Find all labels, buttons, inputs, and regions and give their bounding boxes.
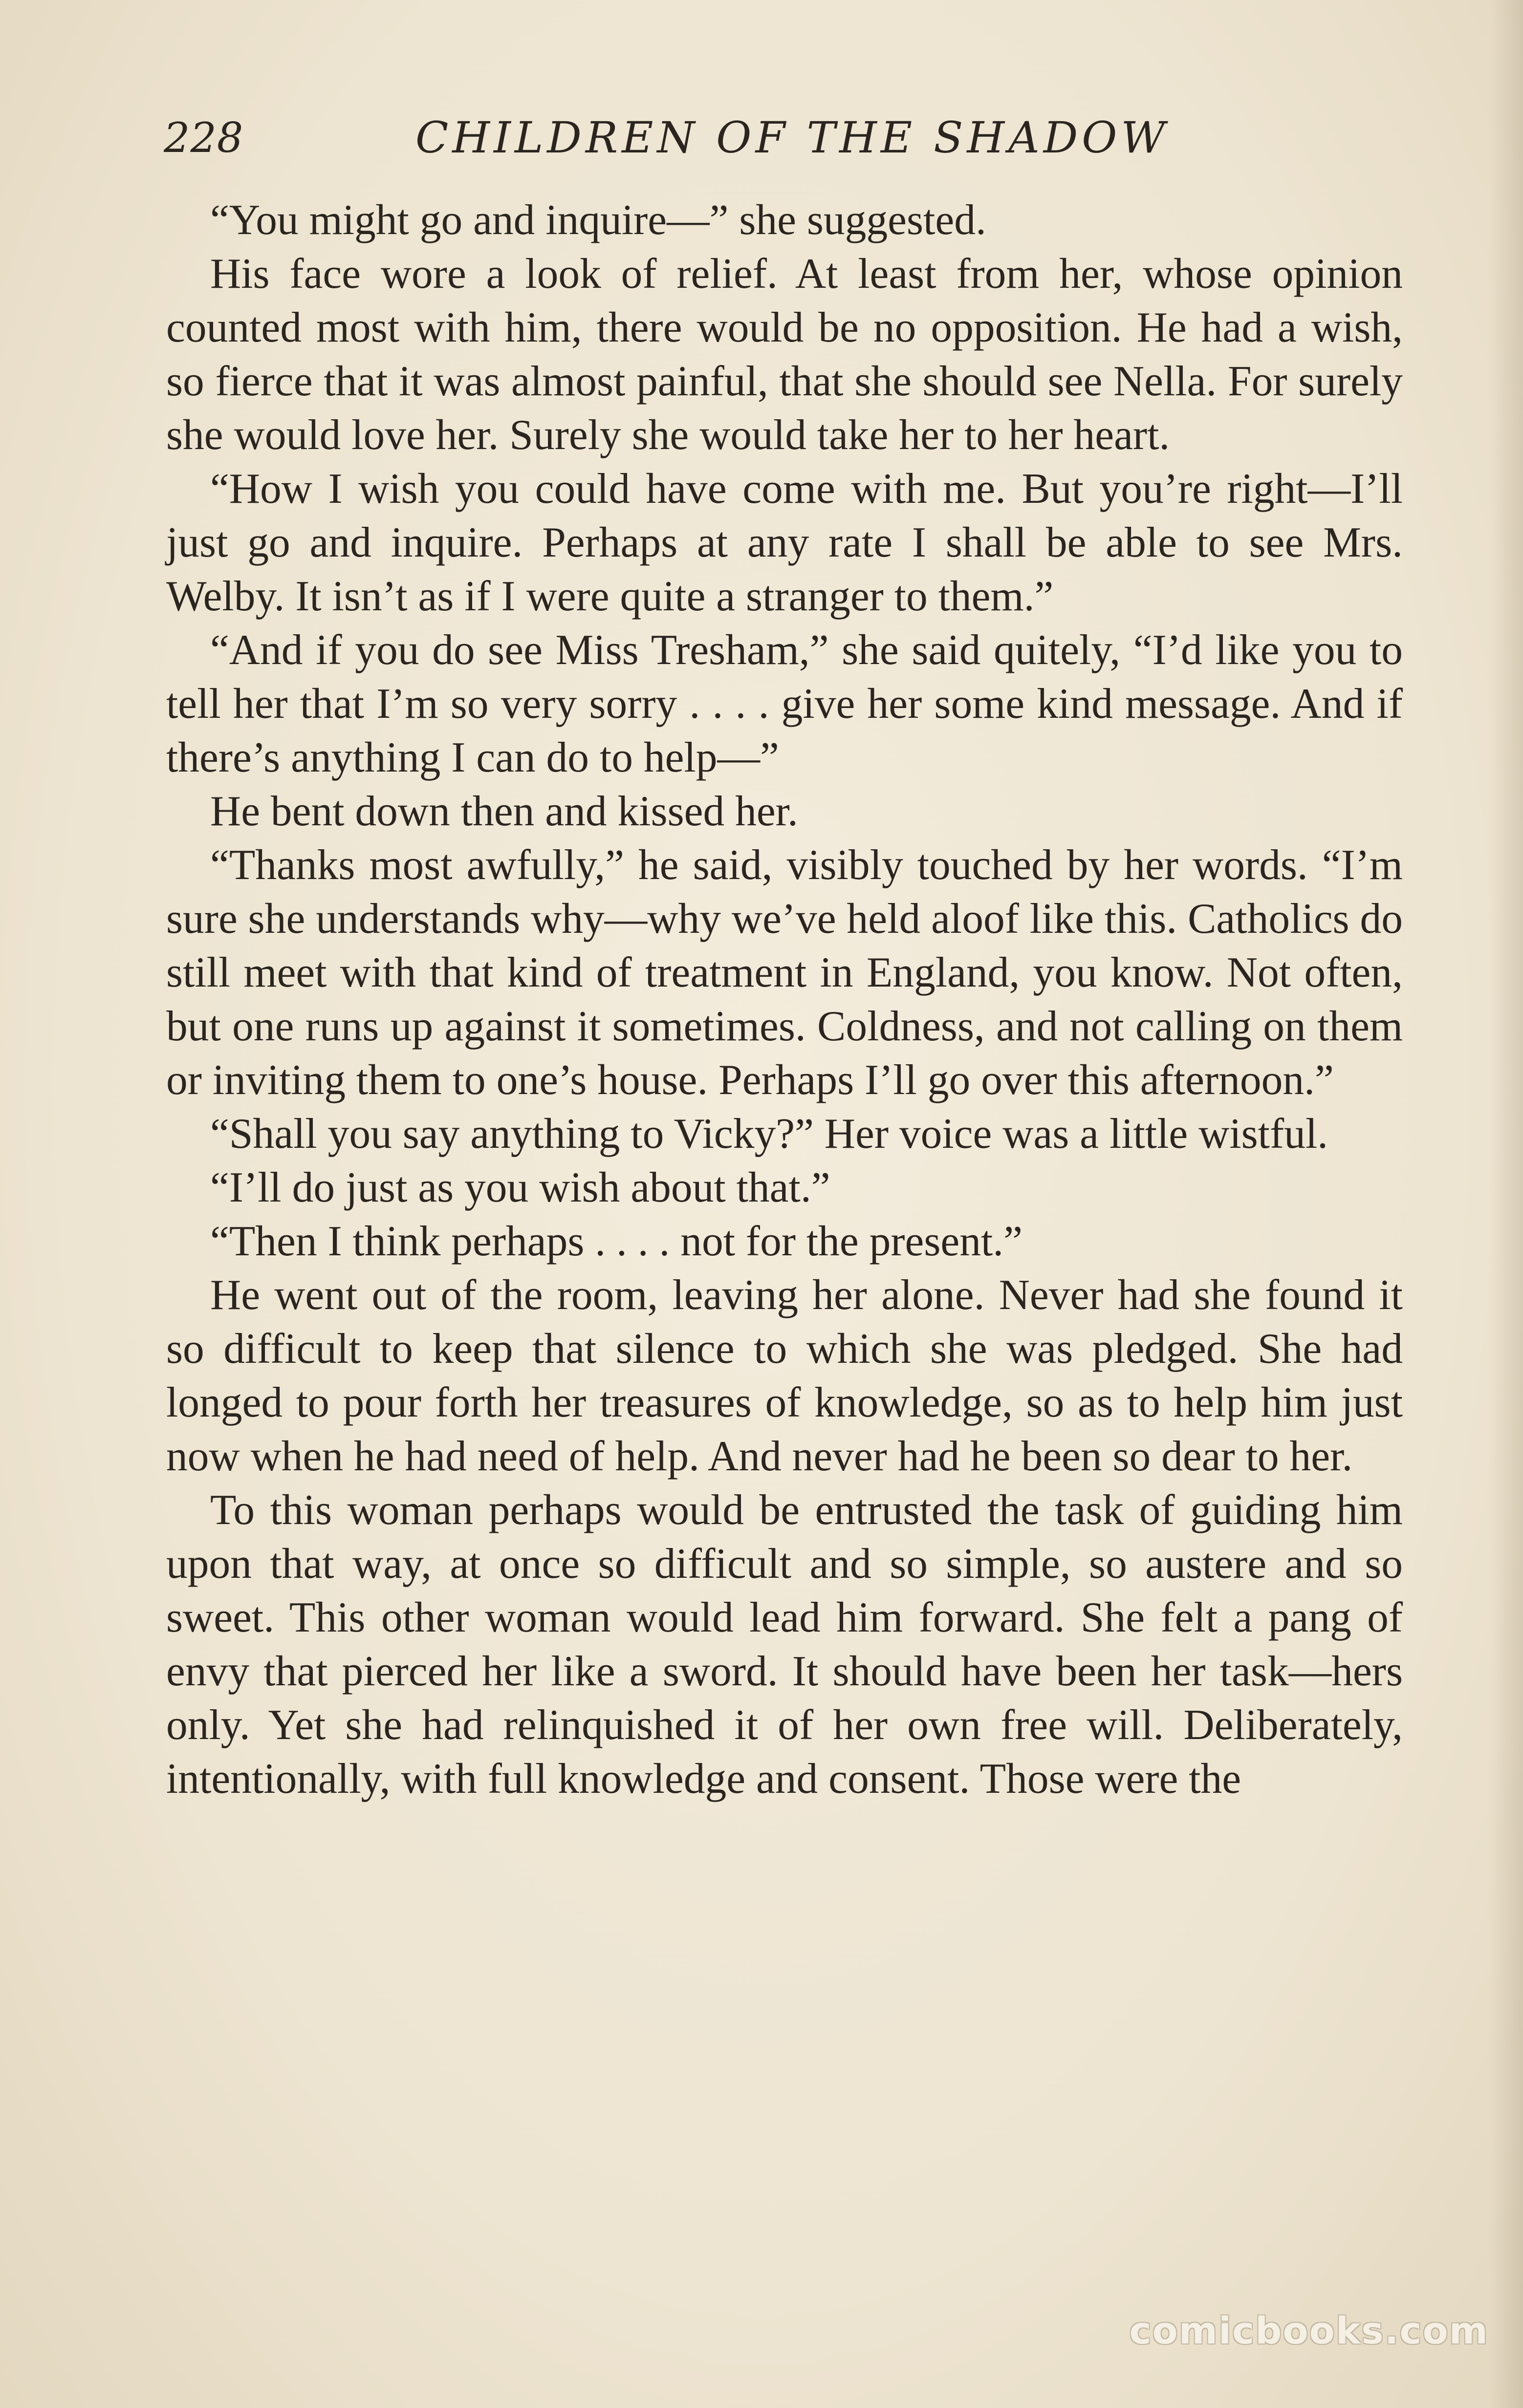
paragraph: To this woman perhaps would be entrusted the task of guiding him upon that way, at once so difficult and so simple, so austere and so sweet. This other woman would lead him forward. She felt a pang of envy that pierced her like a sword. It should have been her task—hers only. Yet she had relinquished it of her own free will. Deliberately, intentionally, with full knowledge and consent. Those were the: [166, 1486, 1403, 1802]
paragraph: “How I wish you could have come with me. But you’re right—I’ll just go and inquire. Perhaps at any rate I shall be able to see Mrs. Welby. It isn’t as if I were quite a stranger to them.”: [166, 465, 1403, 620]
page-edge-shadow: [1489, 0, 1523, 2408]
body-text: [166, 193, 1403, 1806]
paragraph: “Then I think perhaps . . . . not for the present.”: [210, 1217, 1023, 1265]
paragraph: He went out of the room, leaving her alone. Never had she found it so difficult to keep that silence to which she was pledged. She had longed to pour forth her treasures of knowledge, so as to help him just now when he had need of help. And never had he been so dear to her.: [166, 1271, 1403, 1480]
paragraph: “You might go and inquire—” she suggested.: [210, 196, 986, 243]
paragraph: He bent down then and kissed her.: [210, 787, 798, 835]
running-head-title: CHILDREN OF THE SHADOW: [415, 112, 1169, 163]
page-header: [164, 105, 1386, 178]
paragraph: “And if you do see Miss Tresham,” she said quitely, “I’d like you to tell her that I’m so very sorry . . . . give her some kind message. And if there’s anything I can do to help—”: [166, 626, 1403, 781]
paragraph: His face wore a look of relief. At least from her, whose opinion counted most with him, there would be no opposition. He had a wish, so fierce that it was almost painful, that she should see Nella. For surely she would love her. Surely she would take her to her heart.: [166, 250, 1403, 458]
paragraph: “Thanks most awfully,” he said, visibly touched by her words. “I’m sure she understands why—why we’ve held aloof like this. Catholics do still meet with that kind of treatment in England, you know. Not often, but one runs up against it sometimes. Coldness, and not calling on them or inviting them to one’s house. Perhaps I’ll go over this afternoon.”: [166, 841, 1403, 1103]
page-number: 228: [164, 114, 244, 162]
watermark: comicbooks.com: [1129, 2309, 1489, 2352]
paragraph: “I’ll do just as you wish about that.”: [210, 1163, 830, 1211]
paragraph: “Shall you say anything to Vicky?” Her voice was a little wistful.: [210, 1110, 1328, 1157]
